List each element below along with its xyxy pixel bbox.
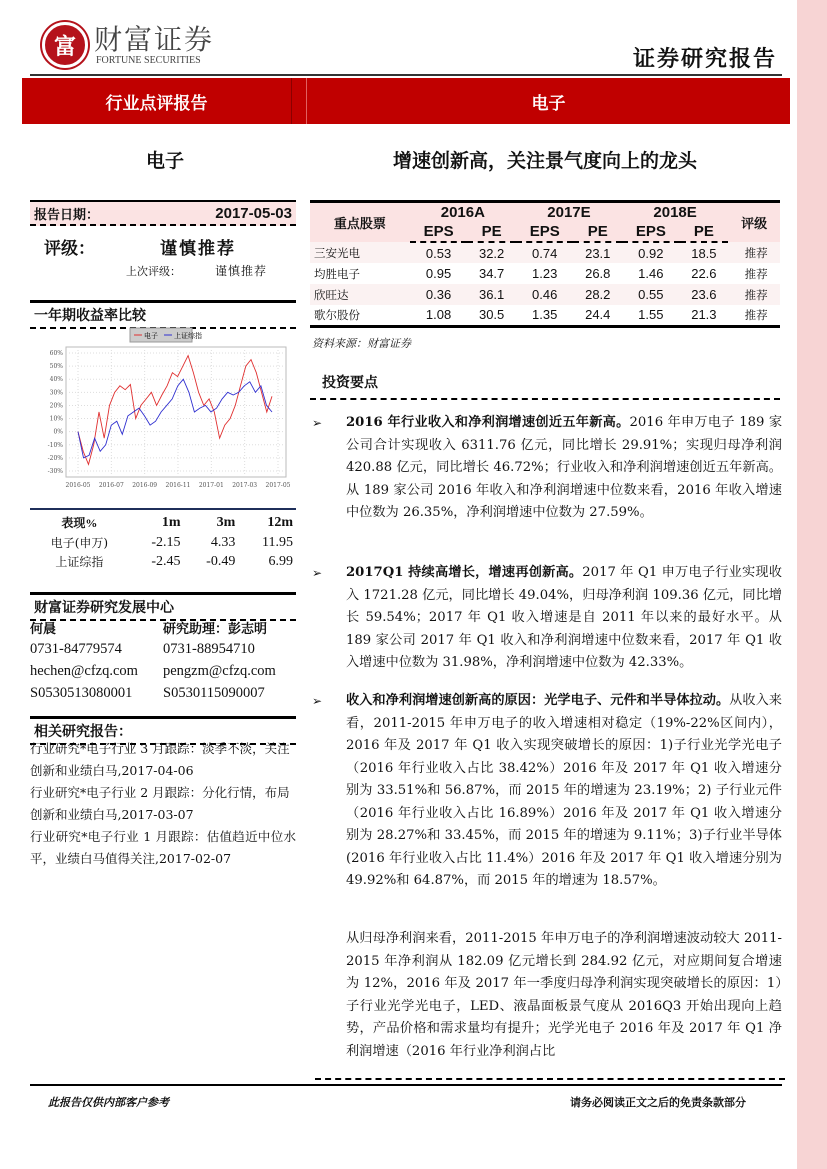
- stock-value: 26.8: [585, 266, 611, 281]
- related-report-item[interactable]: 行业研究*电子行业 1 月跟踪：估值趋近中位水平，业绩白马值得关注,2017-02-07: [30, 829, 296, 866]
- highlight-text: 从收入来看，2011-2015 年申万电子的收入增速相对稳定（19%-22%区间内），2016 年及 2017 年 Q1 收入实现突破增长的原因：1)子行业光学光电子（2016 年行业收入占比 38.42%）2016 年及 2017 年 Q1 收入增速分别为 33.51%和 56.87%，而 2015 年的增速为 23.19%；2) 子行业元件（2016 年行业收入占比 16.89%）2016 年及 2017 年 Q1 收入增速分别为 28.27%和 33.45%，而 2015 年的增速为 9.11%；3)子行业半导体(2016 年行业收入占比 11.4%）2016 年及 2017 年 Q1 收入增速分别为 49.92%和 64.87%，而 2015 年的增速为 18.57%。: [346, 693, 782, 888]
- industry-title: 电子: [145, 150, 184, 172]
- related-report-item[interactable]: 行业研究*电子行业 2 月跟踪：分化行情，布局创新和业绩白马,2017-03-07: [30, 785, 290, 822]
- stock-value: 1.08: [425, 307, 452, 323]
- highlight-text: 从归母净利润来看，2011-2015 年申万电子的净利润增速波动较大 2011-2015 年净利润从 182.09 亿元增长到 284.92 亿元，对应期间复合增速为 12%，2016 年及 2017 年一季度归母净利润实现突破增长的原因：1）子行业光学光电子，LED、液晶面板景气度从 2016Q3 开始出现向上趋势，产品价格和需求量均有提升；光学光电子 2016 年及 2017 年 Q1 净利润增速（2016 年行业净利润占比: [346, 931, 782, 1059]
- research-center-title: 财富证券研究发展中心: [30, 592, 296, 621]
- bullet-icon: ➢: [312, 566, 323, 580]
- stock-value: 1.23: [532, 266, 558, 281]
- col-eps: EPS: [622, 222, 680, 242]
- bullet-icon: ➢: [312, 694, 323, 708]
- perf-header: 表现%: [61, 516, 98, 530]
- col-year: 2018E: [653, 204, 697, 221]
- header-bar: [22, 78, 790, 124]
- divider: [310, 398, 780, 400]
- highlight-heading: 2016 年行业收入和净利润增速创近五年新高。: [346, 415, 630, 430]
- table-row: [310, 242, 780, 263]
- industry-label: 电子: [306, 78, 790, 124]
- highlight-text: 2017 年 Q1 申万电子行业实现收入 1721.28 亿元，同比增长 49.04%，归母净利润 109.36 亿元，同比增长 59.54%；2017 年 Q1 收入增速是自 2011 年以来的最好水平。从 189 家公司 2017 年 Q1 收入和净利润增速中位数来看，2017 年 Q1 收入增速中位数为 31.98%，净利润增速中位数为 42.33%。: [346, 565, 782, 670]
- y-tick-label: 60%: [49, 350, 63, 357]
- col-rating: 评级: [741, 217, 768, 232]
- prev-rating-label: 上次评级：: [126, 265, 181, 278]
- table-source: 资料来源：财富证券: [312, 337, 411, 350]
- x-tick-label: 2016-07: [98, 482, 124, 489]
- table-row: [310, 284, 780, 305]
- stock-value: 18.5: [691, 245, 717, 261]
- stock-rating: 推荐: [744, 266, 768, 281]
- assistant-license: S0530115090007: [163, 684, 265, 701]
- logo-mark-icon: 富: [42, 22, 88, 68]
- stock-value: 0.36: [425, 287, 452, 302]
- stock-rating: 推荐: [744, 307, 768, 322]
- stock-value: 0.74: [532, 245, 558, 261]
- perf-header: 3m: [216, 514, 236, 530]
- date-value: 2017-05-03: [215, 204, 292, 222]
- col-year: 2017E: [547, 204, 591, 221]
- col-year: 2016A: [440, 204, 485, 221]
- stock-value: 28.2: [585, 287, 611, 302]
- highlight-paragraph-2: [312, 562, 782, 675]
- stock-rating: 推荐: [744, 245, 768, 260]
- report-type: 证券研究报告: [632, 46, 777, 72]
- divider: [30, 1084, 782, 1086]
- stock-value: 0.92: [638, 245, 664, 261]
- y-tick-label: 20%: [49, 402, 63, 410]
- stock-value: 1.35: [532, 307, 558, 323]
- stock-value: 0.53: [425, 245, 452, 261]
- stock-value: 23.6: [691, 287, 717, 302]
- logo-en: FORTUNE SECURITIES: [96, 54, 201, 66]
- footer-notice: 此报告仅供内部客户参考: [48, 1096, 169, 1109]
- report-date: [30, 200, 296, 226]
- stock-value: 22.6: [691, 266, 717, 281]
- assistant-email[interactable]: pengzm@cfzq.com: [163, 662, 276, 679]
- y-tick-label: 10%: [49, 415, 63, 423]
- assistant-name: 研究助理：彭志明: [163, 621, 268, 637]
- stock-name: 欣旺达: [314, 287, 349, 302]
- x-tick-label: 2016-09: [132, 482, 158, 489]
- y-tick-label: 50%: [49, 363, 63, 371]
- contact-info: [30, 616, 296, 704]
- table-row: [310, 305, 780, 326]
- performance-header: [30, 512, 296, 533]
- assistant-phone: 0731-88954710: [163, 640, 255, 657]
- highlight-paragraph-3: [312, 690, 782, 893]
- divider: [315, 1078, 785, 1080]
- divider: [30, 74, 782, 76]
- legend-label: 电子: [144, 332, 158, 340]
- stock-name: 均胜电子: [314, 266, 360, 281]
- highlight-paragraph-4: [312, 928, 782, 1063]
- chart-section-title: 一年期收益率比较: [30, 300, 296, 329]
- logo-cn: 财富证券: [94, 22, 215, 56]
- table-row: [310, 263, 780, 284]
- perf-cell: -0.49: [206, 553, 236, 569]
- stock-value: 30.5: [478, 307, 505, 323]
- stock-value: 24.4: [585, 307, 611, 323]
- return-chart: [30, 325, 296, 497]
- col-pe: PE: [680, 222, 729, 242]
- stock-name: 歌尔股份: [314, 307, 360, 322]
- bullet-icon: ➢: [312, 416, 323, 430]
- stock-rating: 推荐: [744, 287, 768, 302]
- perf-cell: 6.99: [268, 553, 293, 569]
- stock-value: 21.3: [691, 307, 717, 323]
- table-row: [30, 533, 296, 552]
- stock-value: 23.1: [585, 245, 611, 261]
- stock-value: 34.7: [478, 266, 505, 281]
- company-logo: [42, 22, 214, 68]
- return-chart-svg: [30, 325, 296, 497]
- stock-value: 1.46: [638, 266, 664, 281]
- y-tick-label: 0%: [53, 428, 63, 436]
- y-tick-label: 40%: [49, 376, 63, 384]
- x-tick-label: 2017-05: [265, 482, 291, 489]
- investment-highlights-title: 投资要点: [322, 375, 378, 391]
- stock-value: 36.1: [478, 287, 505, 302]
- analyst-name: 何晨: [30, 621, 57, 637]
- perf-cell: 4.33: [210, 534, 236, 550]
- x-tick-label: 2017-01: [198, 482, 224, 489]
- footer-disclaimer: 请务必阅读正文之后的免责条款部分: [570, 1096, 746, 1109]
- highlight-heading: 收入和净利润增速创新高的原因：光学电子、元件和半导体拉动。: [346, 693, 730, 708]
- col-pe: PE: [467, 222, 516, 242]
- x-tick-label: 2016-05: [65, 482, 91, 489]
- legend-label: 上证综指: [174, 332, 202, 340]
- headline: 增速创新高，关注景气度向上的龙头: [392, 150, 697, 172]
- report-category: 行业点评报告: [22, 78, 292, 124]
- perf-header: 12m: [267, 514, 293, 530]
- x-tick-label: 2017-03: [232, 482, 258, 489]
- analyst-license: S0530513080001: [30, 684, 133, 701]
- perf-cell: -2.45: [151, 553, 181, 569]
- perf-cell: -2.15: [151, 534, 181, 550]
- perf-cell: 11.95: [262, 534, 293, 550]
- stock-value: 0.55: [638, 287, 664, 302]
- related-reports-title: 相关研究报告：: [30, 716, 296, 745]
- perf-cell: 电子(申万): [50, 536, 109, 550]
- analyst-phone: 0731-84779574: [30, 640, 122, 657]
- date-label: 报告日期：: [34, 207, 100, 223]
- performance-table: [30, 508, 296, 571]
- y-tick-label: -20%: [47, 454, 63, 462]
- analyst-email[interactable]: hechen@cfzq.com: [30, 662, 138, 679]
- stock-value: 0.46: [532, 287, 558, 302]
- stock-name: 三安光电: [314, 245, 360, 260]
- col-pe: PE: [573, 222, 622, 242]
- col-eps: EPS: [516, 222, 574, 242]
- y-tick-label: -10%: [47, 441, 63, 449]
- perf-header: 1m: [161, 514, 181, 530]
- stock-value: 1.55: [638, 307, 664, 323]
- stock-value: 0.95: [425, 266, 452, 281]
- table-row: [30, 552, 296, 571]
- related-report-item[interactable]: 行业研究*电子行业 3 月跟踪：淡季不淡，关注创新和业绩白马,2017-04-06: [30, 741, 290, 778]
- y-tick-label: -30%: [47, 468, 63, 475]
- prev-rating-value: 谨慎推荐: [215, 264, 268, 278]
- highlight-text: 2016 年申万电子 189 家公司合计实现收入 6311.76 亿元，同比增长 29.91%；实现归母净利润 420.88 亿元，同比增长 46.72%；行业收入和净利润增速创近五年新高。从 189 家公司 2016 年收入和净利润增速中位数来看，2016 年收入增速中位数为 26.35%，净利润增速中位数为 27.59%。: [346, 415, 783, 520]
- stock-value: 32.2: [478, 245, 505, 261]
- col-stock: 重点股票: [333, 217, 386, 232]
- related-reports-list: [30, 738, 296, 870]
- perf-cell: 上证综指: [55, 555, 104, 569]
- rating-label: 评级：: [44, 239, 95, 259]
- x-tick-label: 2016-11: [165, 482, 191, 489]
- highlight-paragraph-1: [312, 412, 782, 525]
- key-stocks-table: [310, 200, 780, 328]
- rating-value: 谨慎推荐: [160, 239, 236, 259]
- highlight-heading: 2017Q1 持续高增长，增速再创新高。: [346, 565, 583, 580]
- page-side-strip: [797, 0, 827, 1169]
- col-eps: EPS: [410, 222, 468, 242]
- y-tick-label: 30%: [49, 389, 63, 397]
